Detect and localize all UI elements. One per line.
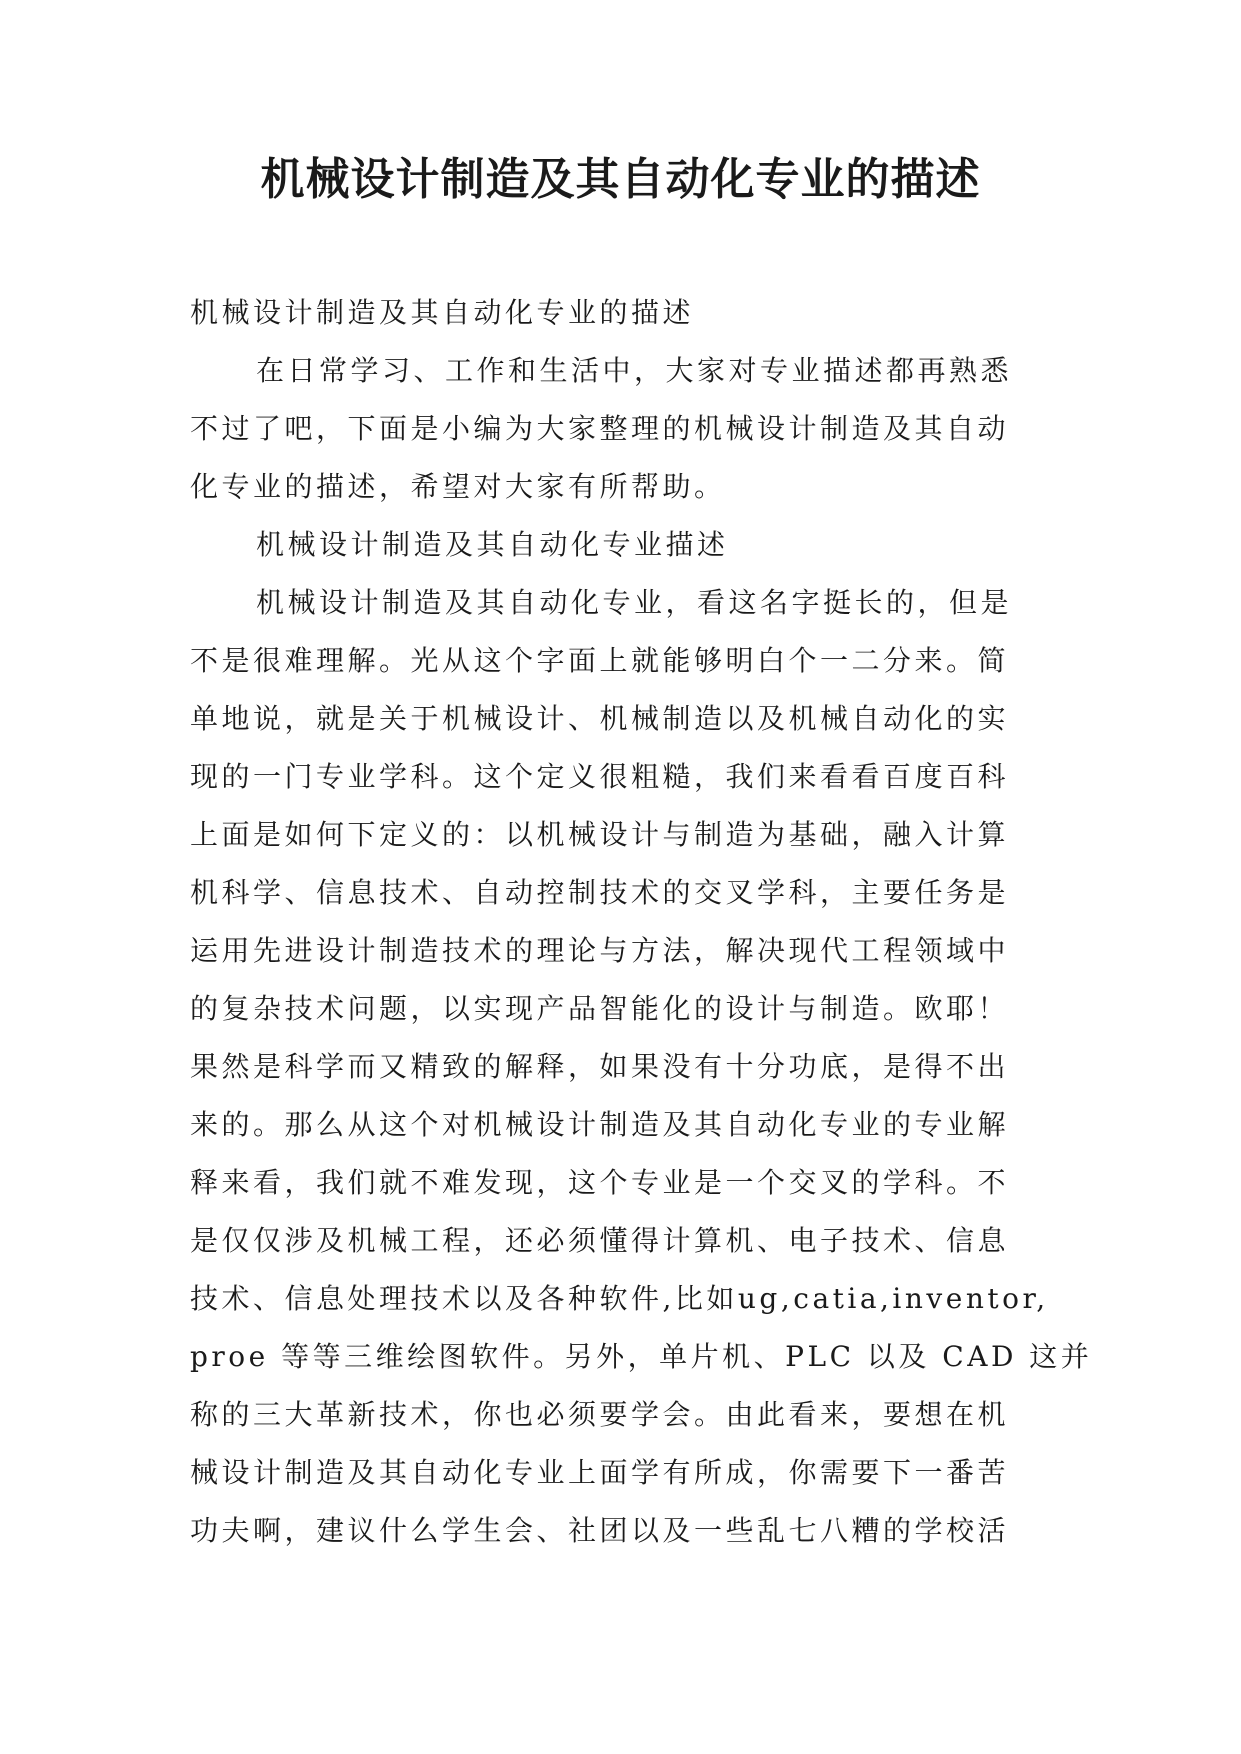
body-line: 来的。那么从这个对机械设计制造及其自动化专业的专业解 <box>190 1108 1010 1141</box>
body-line: 运用先进设计制造技术的理论与方法，解决现代工程领域中 <box>190 934 1010 967</box>
body-line: 功夫啊，建议什么学生会、社团以及一些乱七八糟的学校活 <box>190 1514 1010 1547</box>
intro-line: 不过了吧，下面是小编为大家整理的机械设计制造及其自动 <box>190 412 1010 445</box>
body-line: 单地说，就是关于机械设计、机械制造以及机械自动化的实 <box>190 702 1010 735</box>
body-line: 机科学、信息技术、自动控制技术的交叉学科，主要任务是 <box>190 876 1010 909</box>
body-line: 果然是科学而又精致的解释，如果没有十分功底，是得不出 <box>190 1050 1010 1083</box>
body-line: 技术、信息处理技术以及各种软件,比如ug,catia,inventor, <box>190 1282 1049 1315</box>
body-line: 释来看，我们就不难发现，这个专业是一个交叉的学科。不 <box>190 1166 1010 1199</box>
body-line: 的复杂技术问题，以实现产品智能化的设计与制造。欧耶！ <box>190 992 1010 1025</box>
body-line: proe 等等三维绘图软件。另外，单片机、PLC 以及 CAD 这并 <box>190 1340 1093 1373</box>
body-line: 机械设计制造及其自动化专业，看这名字挺长的，但是 <box>256 586 1013 619</box>
section-heading: 机械设计制造及其自动化专业描述 <box>256 528 729 561</box>
body-line: 是仅仅涉及机械工程，还必须懂得计算机、电子技术、信息 <box>190 1224 1010 1257</box>
body-line: 上面是如何下定义的：以机械设计与制造为基础，融入计算 <box>190 818 1010 851</box>
intro-line: 在日常学习、工作和生活中，大家对专业描述都再熟悉 <box>256 354 1013 387</box>
document-subtitle: 机械设计制造及其自动化专业的描述 <box>190 296 695 329</box>
body-line: 械设计制造及其自动化专业上面学有所成，你需要下一番苦 <box>190 1456 1010 1489</box>
document-title: 机械设计制造及其自动化专业的描述 <box>260 154 981 205</box>
body-line: 不是很难理解。光从这个字面上就能够明白个一二分来。简 <box>190 644 1010 677</box>
document-body <box>190 284 1093 1560</box>
body-line: 称的三大革新技术，你也必须要学会。由此看来，要想在机 <box>190 1398 1010 1431</box>
body-line: 现的一门专业学科。这个定义很粗糙，我们来看看百度百科 <box>190 760 1010 793</box>
intro-line: 化专业的描述，希望对大家有所帮助。 <box>190 470 726 503</box>
